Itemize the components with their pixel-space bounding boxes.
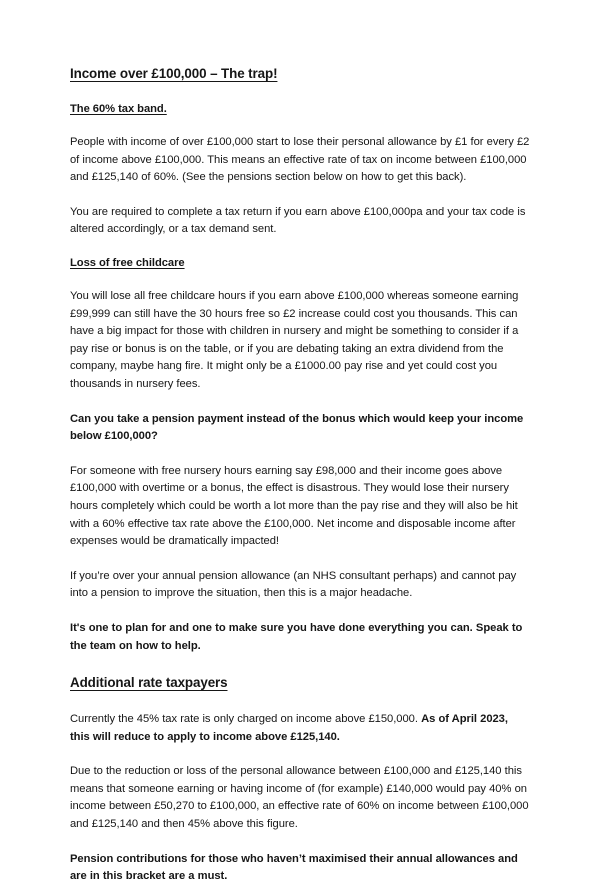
section-heading-additional-rate bbox=[70, 675, 530, 692]
spacer bbox=[70, 603, 530, 620]
spacer bbox=[70, 239, 530, 256]
paragraph-effective-rates: Due to the reduction or loss of the personal allowance between £100,000 and £125,140 this means that someone earning or having income of (for example) £140,000 would pay 40% on income between £50,270 to £100,000, an effective rate of 60% on income between £100,000 and £125,140 and then 45% above this figure. bbox=[70, 765, 529, 831]
spacer bbox=[70, 834, 530, 851]
paragraph-childcare: You will lose all free childcare hours if you earn above £100,000 whereas someone earning £99,999 can still have the 30 hours free so £2 increase could cost you thousands. This can have a big impact for those with children in nursery and might be something to consider if a pay rise or bonus is on the table, or if you are debating taking an extra dividend from the company, maybe hang fire. It might only be a £1000.00 pay rise and yet could cost you thousands in nursery fees. bbox=[70, 290, 519, 391]
paragraph-45-rate bbox=[70, 711, 530, 746]
paragraph-personal-allowance: People with income of over £100,000 start to lose their personal allowance by £1 for every £2 of income above £100,000. This means an effective rate of tax on income between £100,000 and £125,140 of 60%. (See the pensions section below on how to get this back). bbox=[70, 136, 530, 184]
spacer bbox=[70, 655, 530, 675]
page-title bbox=[70, 66, 530, 83]
paragraph-tax-return: You are required to complete a tax return if you earn above £100,000pa and your tax code is altered accordingly, or a tax demand sent. bbox=[70, 205, 526, 236]
spacer bbox=[70, 83, 530, 102]
spacer bbox=[70, 270, 530, 288]
spacer bbox=[70, 394, 530, 411]
document-body bbox=[70, 66, 530, 886]
section-heading-additional-rate-text: Additional rate taxpayers bbox=[70, 675, 228, 691]
run-regular: Currently the 45% tax rate is only charged on income above £150,000. bbox=[70, 713, 422, 726]
page-title-text: Income over £100,000 – The trap! bbox=[70, 66, 278, 81]
paragraph-plan-for-it: It's one to plan for and one to make sure you have done everything you can. Speak to the team on how to help. bbox=[70, 621, 523, 652]
paragraph-nhs-consultant: If you’re over your annual pension allowance (an NHS consultant perhaps) and cannot pay into a pension to improve the situation, then this is a major headache. bbox=[70, 569, 517, 600]
paragraph-nursery-example: For someone with free nursery hours earning say £98,000 and their income goes above £100,000 with overtime or a bonus, the effect is disastrous. They would lose their nursery hours completely which could be worth a lot more than the pay rise and they will also be hit with a 60% effective tax rate above the £100,000. Net income and disposable income after expenses would be dramatically impacted! bbox=[70, 464, 518, 548]
section-heading-childcare-text: Loss of free childcare bbox=[70, 256, 185, 269]
spacer bbox=[70, 692, 530, 711]
run-bold: As of April 2023, this will reduce to apply to income above £125,140. bbox=[70, 713, 508, 743]
paragraph-pension-contributions: Pension contributions for those who haven’t maximised their annual allowances and are in this bracket are a must. bbox=[70, 852, 518, 883]
spacer bbox=[70, 187, 530, 204]
spacer bbox=[70, 446, 530, 463]
paragraph-pension-question: Can you take a pension payment instead of the bonus which would keep your income below £100,000? bbox=[70, 412, 524, 443]
section-heading-tax-band-text: The 60% tax band. bbox=[70, 102, 167, 115]
spacer bbox=[70, 746, 530, 763]
section-heading-tax-band bbox=[70, 102, 530, 116]
spacer bbox=[70, 551, 530, 568]
spacer bbox=[70, 116, 530, 134]
section-heading-childcare bbox=[70, 256, 530, 270]
